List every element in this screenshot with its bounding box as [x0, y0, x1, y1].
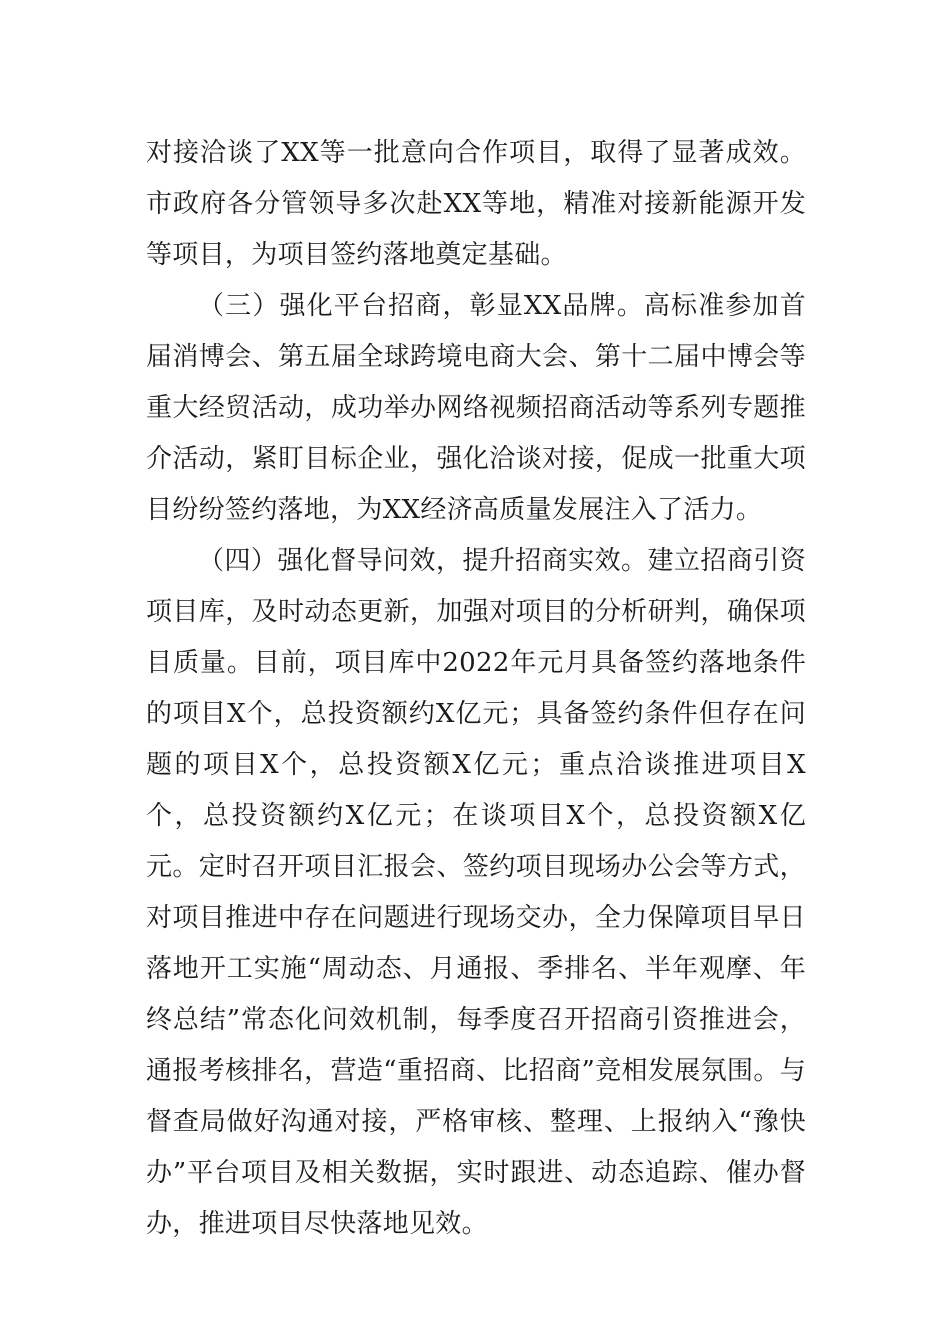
document-body [146, 128, 806, 1250]
paragraph-supervision-effectiveness: （四）强化督导问效，提升招商实效。建立招商引资项目库，及时动态更新，加强对项目的分析研判，确保项目质量。目前，项目库中2022年元月具备签约落地条件的项目X个，总投资额约X亿元；具备签约条件但存在问题的项目X个，总投资额X亿元；重点洽谈推进项目X个，总投资额约X亿元；在谈项目X个，总投资额X亿元。定时召开项目汇报会、签约项目现场办公会等方式，对项目推进中存在问题进行现场交办，全力保障项目早日落地开工实施“周动态、月通报、季排名、半年观摩、年终总结”常态化问效机制，每季度召开招商引资推进会，通报考核排名，营造“重招商、比招商”竞相发展氛围。与督查局做好沟通对接，严格审核、整理、上报纳入“豫快办”平台项目及相关数据，实时跟进、动态追踪、催办督办，推进项目尽快落地见效。 [146, 546, 806, 1239]
paragraph-platform-investment: （三）强化平台招商，彰显XX品牌。高标准参加首届消博会、第五届全球跨境电商大会、第十二届中博会等重大经贸活动，成功举办网络视频招商活动等系列专题推介活动，紧盯目标企业，强化洽谈对接，促成一批重大项目纷纷签约落地，为XX经济高质量发展注入了活力。 [146, 291, 806, 525]
paragraph-continuation: 对接洽谈了XX等一批意向合作项目，取得了显著成效。市政府各分管领导多次赴XX等地，精准对接新能源开发等项目，为项目签约落地奠定基础。 [146, 138, 806, 270]
